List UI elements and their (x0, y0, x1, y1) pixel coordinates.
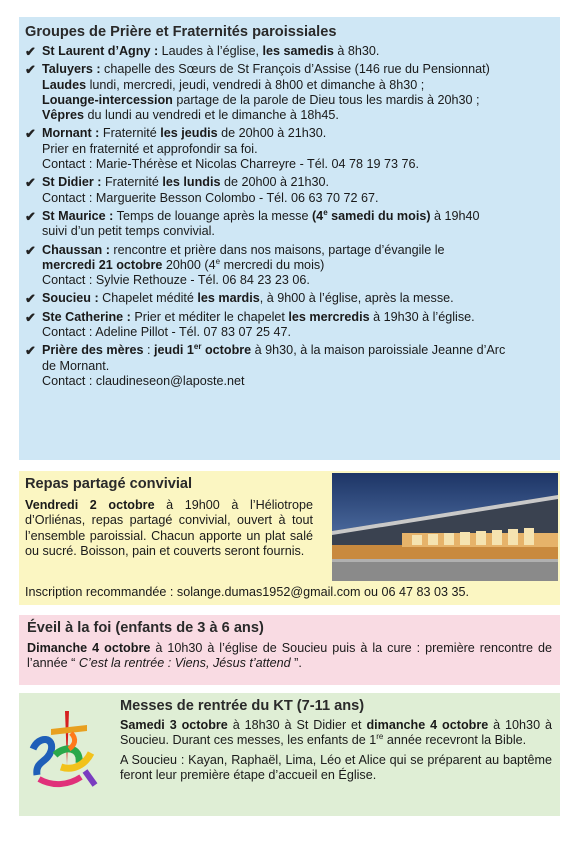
prayer-text: à 19h40 (430, 208, 480, 223)
prayer-item-line (42, 78, 552, 93)
kt-paragraph-2: A Soucieu : Kayan, Raphaël, Lima, Léo et Alice qui se préparent au baptême feront leur première étape d’accueil en Église. (120, 752, 552, 782)
prayer-text: les mercredis (288, 309, 370, 324)
prayer-text: les samedis (262, 44, 334, 58)
prayer-text: de 20h00 à 21h30. (220, 175, 330, 190)
prayer-item-line (42, 359, 552, 374)
prayer-item (25, 209, 552, 240)
check-icon: ✔ (25, 126, 36, 142)
prayer-text: les lundis (162, 175, 221, 190)
prayer-text: Louange-intercession (42, 92, 173, 107)
prayer-item (25, 310, 552, 341)
prayer-text: jeudi 1 (154, 343, 194, 358)
prayer-text: du lundi au vendredi et le dimanche à 18h45. (84, 108, 339, 123)
prayer-text: Vêpres (42, 108, 85, 123)
prayer-text: Prière des mères (42, 343, 144, 358)
eveil-text-part: à 10h30 à l’église de Soucieu puis à la cure : première rencontre de l’année “ (27, 641, 552, 671)
prayer-item-line (42, 310, 552, 325)
eveil-quote: C’est la rentrée : Viens, Jésus t’attend (78, 656, 291, 671)
prayer-text: les jeudis (160, 126, 218, 141)
prayer-item (25, 175, 552, 206)
prayer-text: Contact : claudineseon@laposte.net (42, 373, 245, 388)
prayer-item-line (42, 175, 552, 190)
prayer-text: er (193, 342, 202, 352)
eveil-text-end: ”. (290, 656, 302, 671)
check-icon: ✔ (25, 62, 36, 78)
prayer-item-line (42, 209, 552, 224)
prayer-text: Contact : Sylvie Rethouze - Tél. 06 84 23 23 06. (42, 273, 310, 288)
prayer-text: Soucieu : (42, 291, 99, 306)
prayer-text: lundi, mercredi, jeudi, vendredi à 8h00 et dimanche à 8h30 ; (86, 77, 425, 92)
kt-text-1: à 18h30 à St Didier et (227, 718, 367, 732)
prayer-item-line (42, 44, 552, 59)
prayer-text: rencontre et prière dans nos maisons, partage d’évangile le (109, 242, 445, 257)
prayer-item (25, 62, 552, 123)
prayer-item-line (42, 343, 552, 358)
check-icon: ✔ (25, 343, 36, 359)
prayer-text: Fraternité (101, 175, 163, 190)
prayer-text: e (215, 256, 221, 266)
prayer-text: Prier et méditer le chapelet (130, 309, 289, 324)
eveil-title: Éveil à la foi (enfants de 3 à 6 ans) (27, 620, 264, 636)
check-icon: ✔ (25, 242, 36, 258)
eveil-date: Dimanche 4 octobre (27, 641, 151, 655)
prayer-item-line (42, 291, 552, 306)
prayer-text: Chapelet médité (98, 291, 198, 306)
prayer-item (25, 44, 552, 59)
prayer-text: Mornant : (42, 126, 100, 141)
repas-description: à 19h00 à l’Héliotrope d’Orliénas, repas partagé convivial, ouvert à tout l’ensemble paroissial. Chacun apporte un plat salé ou sucré. Boisson, pain et couverts seront fournis. (25, 498, 313, 558)
prayer-text: à 8h30. (333, 44, 380, 58)
prayer-item-line (42, 374, 552, 389)
kt-text (120, 718, 552, 787)
prayer-item (25, 343, 552, 389)
prayer-text: St Didier : (42, 175, 102, 190)
prayer-groups-list (25, 44, 552, 389)
check-icon: ✔ (25, 291, 36, 307)
check-icon: ✔ (25, 44, 36, 59)
repas-date: Vendredi 2 octobre (25, 498, 155, 512)
prayer-text: : (143, 343, 155, 358)
prayer-item-line (42, 157, 552, 172)
prayer-text: chapelle des Sœurs de St François d’Assise (146 rue du Pensionnat) (100, 62, 490, 77)
kt-title: Messes de rentrée du KT (7-11 ans) (120, 698, 365, 714)
prayer-text: e (323, 207, 328, 217)
kt-date-2: dimanche 4 octobre (366, 718, 489, 732)
prayer-text: , à 9h00 à l’église, après la messe. (259, 291, 454, 306)
kt-box (19, 693, 560, 816)
prayer-text: 20h00 (4 (162, 257, 216, 272)
prayer-item-line (42, 224, 552, 239)
prayer-text: suivi d’un petit temps convivial. (42, 224, 215, 239)
prayer-text: Taluyers : (42, 62, 101, 77)
eveil-box (19, 615, 560, 685)
prayer-item-line (42, 325, 552, 340)
repas-inscription: Inscription recommandée : solange.dumas1952@gmail.com ou 06 47 83 03 35. (25, 585, 470, 599)
prayer-groups-title: Groupes de Prière et Fraternités paroissiales (25, 24, 337, 40)
kt-logo (25, 705, 103, 795)
prayer-text: Contact : Marguerite Besson Colombo - Tél. 06 63 70 72 67. (42, 190, 379, 205)
church-photo (332, 473, 558, 581)
prayer-item-line (42, 273, 552, 288)
prayer-groups-box (19, 17, 560, 460)
prayer-text: Fraternité (99, 126, 161, 141)
prayer-item-line (42, 62, 552, 77)
repas-title: Repas partagé convivial (25, 476, 193, 492)
prayer-text: Temps de louange après la messe (113, 208, 312, 223)
prayer-text: St Maurice : (42, 208, 114, 223)
prayer-item-line (42, 93, 552, 108)
prayer-item (25, 291, 552, 306)
repas-box (19, 471, 560, 605)
prayer-text: partage de la parole de Dieu tous les mardis à 20h30 ; (172, 92, 480, 107)
prayer-item (25, 126, 552, 172)
prayer-text: à 9h30, à la maison paroissiale Jeanne d’Arc (251, 343, 506, 358)
prayer-text: Contact : Adeline Pillot - Tél. 07 83 07 25 47. (42, 325, 292, 340)
prayer-text: Contact : Marie-Thérèse et Nicolas Charreyre - Tél. 04 78 19 73 76. (42, 157, 420, 172)
kt-date-1: Samedi 3 octobre (120, 718, 228, 732)
prayer-text: mercredi du mois) (220, 257, 325, 272)
prayer-text: samedi du mois) (327, 208, 431, 223)
prayer-item-line (42, 142, 552, 157)
kt-sup: re (376, 732, 384, 742)
prayer-text: de 20h00 à 21h30. (217, 126, 327, 141)
prayer-text: Ste Catherine : (42, 309, 131, 324)
prayer-text: Chaussan : (42, 242, 110, 257)
prayer-item-line (42, 243, 552, 258)
check-icon: ✔ (25, 309, 36, 325)
prayer-text: à 19h30 à l’église. (369, 309, 475, 324)
prayer-item-line (42, 258, 552, 273)
prayer-text: Laudes (42, 77, 87, 92)
repas-text (25, 498, 313, 559)
prayer-item-line (42, 108, 552, 123)
prayer-item (25, 243, 552, 289)
prayer-text: St Laurent d’Agny : (42, 44, 159, 58)
prayer-text: mercredi 21 octobre (42, 257, 163, 272)
prayer-text: Laudes à l’église, (158, 44, 263, 58)
check-icon: ✔ (25, 175, 36, 191)
eveil-text (27, 641, 552, 672)
kt-paragraph-1 (120, 718, 552, 749)
prayer-text: de Mornant. (42, 358, 110, 373)
prayer-text: Prier en fraternité et approfondir sa foi. (42, 141, 258, 156)
kt-text-2: à 10h30 à Soucieu. Durant ces messes, les enfants de 1 (120, 718, 552, 748)
check-icon: ✔ (25, 208, 36, 224)
kt-text-3: année recevront la Bible. (383, 733, 527, 748)
prayer-item-line (42, 191, 552, 206)
prayer-item-line (42, 126, 552, 141)
prayer-text: (4 (311, 208, 324, 223)
prayer-text: les mardis (197, 291, 260, 306)
prayer-text: octobre (201, 343, 252, 358)
